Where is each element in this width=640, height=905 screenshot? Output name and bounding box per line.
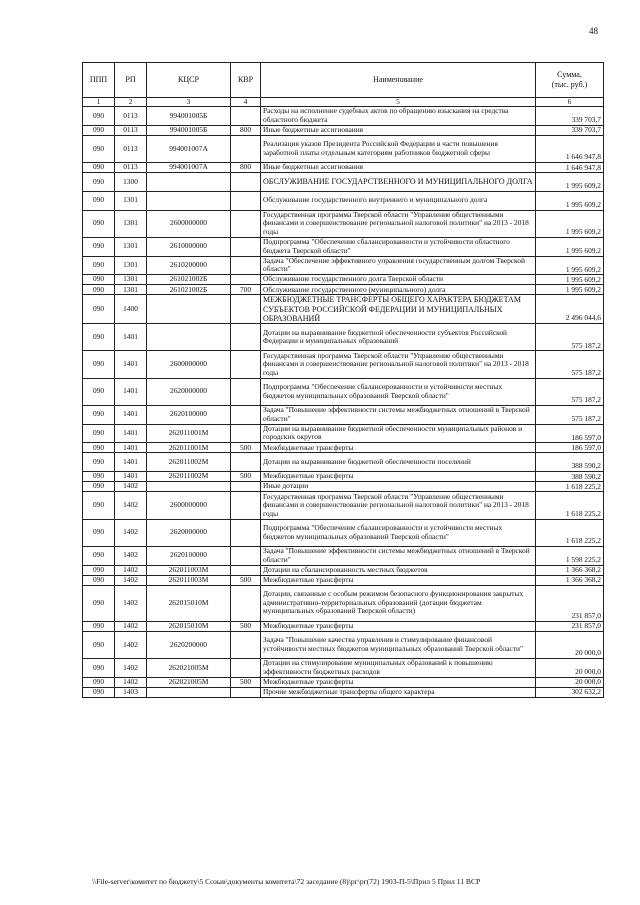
cell-ppp: 090 (83, 492, 115, 519)
cell-kcsr: 262015010М (147, 621, 231, 631)
table-row (83, 519, 604, 546)
cell-name: Межбюджетные трансферты (261, 472, 536, 482)
column-header-kcsr: КЦСР (147, 63, 231, 98)
cell-kcsr: 262015010М (147, 585, 231, 621)
cell-sum: 575 187,2 (536, 324, 604, 351)
table-row (83, 621, 604, 631)
cell-kcsr: 2620000000 (147, 378, 231, 405)
cell-name: Задача "Повышение качества управления и стимулирование финансовой устойчивости местных бюджетов муниципальных образований Тверской области" (261, 631, 536, 658)
cell-ppp: 090 (83, 237, 115, 256)
cell-sum: 1 366 368,2 (536, 565, 604, 575)
cell-ppp: 090 (83, 677, 115, 687)
column-number-row (83, 98, 604, 107)
cell-kcsr: 2620000000 (147, 519, 231, 546)
table-row (83, 453, 604, 472)
cell-kcsr (147, 687, 231, 697)
table-row (83, 295, 604, 324)
cell-kcsr (147, 482, 231, 492)
cell-kvr (231, 191, 261, 210)
cell-sum: 1 995 609,2 (536, 210, 604, 237)
table-row (83, 285, 604, 295)
cell-sum: 1 995 609,2 (536, 173, 604, 192)
cell-ppp: 090 (83, 482, 115, 492)
column-header-sum: Сумма, (тыс. руб.) (536, 63, 604, 98)
cell-name: Дотации на сбалансированность местных бюджетов (261, 565, 536, 575)
table-row (83, 472, 604, 482)
cell-rp: 1402 (115, 677, 147, 687)
cell-name: Задача "Обеспечение эффективного управления государственным долгом Тверской области" (261, 256, 536, 275)
cell-kvr (231, 453, 261, 472)
cell-kvr (231, 546, 261, 565)
cell-name: Обслуживание государственного долга Тверской области (261, 275, 536, 285)
table-row (83, 135, 604, 162)
table-header-row (83, 63, 604, 98)
cell-sum: 388 590,2 (536, 453, 604, 472)
cell-sum: 20 000,0 (536, 677, 604, 687)
cell-kcsr (147, 295, 231, 324)
cell-name: Подпрограмма "Обеспечение сбалансированности и устойчивости областного бюджета Тверской области" (261, 237, 536, 256)
cell-rp: 1402 (115, 585, 147, 621)
column-number: 5 (261, 98, 536, 107)
table-row (83, 324, 604, 351)
cell-kcsr: 994001007А (147, 163, 231, 173)
cell-kcsr: 994001005Б (147, 125, 231, 135)
cell-sum: 1 618 225,2 (536, 492, 604, 519)
cell-ppp: 090 (83, 295, 115, 324)
cell-kvr (231, 237, 261, 256)
cell-kcsr (147, 191, 231, 210)
column-header-rp: РП (115, 63, 147, 98)
cell-kvr (231, 492, 261, 519)
table-row (83, 659, 604, 678)
cell-sum: 575 187,2 (536, 378, 604, 405)
cell-rp: 1301 (115, 191, 147, 210)
cell-ppp: 090 (83, 472, 115, 482)
cell-ppp: 090 (83, 621, 115, 631)
cell-ppp: 090 (83, 405, 115, 424)
cell-name: Обслуживание государственного (муниципального) долга (261, 285, 536, 295)
cell-kvr: 500 (231, 677, 261, 687)
cell-kvr (231, 324, 261, 351)
cell-name: Прочие межбюджетные трансферты общего характера (261, 687, 536, 697)
cell-ppp: 090 (83, 163, 115, 173)
cell-ppp: 090 (83, 107, 115, 126)
cell-name: Задача "Повышение эффективности системы межбюджетных отношений в Тверской области" (261, 405, 536, 424)
cell-rp: 1402 (115, 492, 147, 519)
page-number: 48 (589, 26, 598, 36)
cell-name: Государственная программа Тверской области "Управление общественными финансами и совершенствование региональной налоговой политики" на 2013 - 2018 годы (261, 210, 536, 237)
cell-sum: 1 598 225,2 (536, 546, 604, 565)
cell-kcsr (147, 324, 231, 351)
cell-name: ОБСЛУЖИВАНИЕ ГОСУДАРСТВЕННОГО И МУНИЦИПАЛЬНОГО ДОЛГА (261, 173, 536, 192)
cell-sum: 1 995 609,2 (536, 191, 604, 210)
cell-name: Межбюджетные трансферты (261, 621, 536, 631)
cell-kcsr: 262021005М (147, 659, 231, 678)
cell-sum: 1 995 609,2 (536, 256, 604, 275)
table-row (83, 631, 604, 658)
cell-sum: 1 995 609,2 (536, 275, 604, 285)
cell-kcsr: 2600000000 (147, 351, 231, 378)
cell-sum: 2 496 044,6 (536, 295, 604, 324)
cell-rp: 0113 (115, 125, 147, 135)
cell-ppp: 090 (83, 519, 115, 546)
cell-rp: 1403 (115, 687, 147, 697)
column-number: 3 (147, 98, 231, 107)
cell-ppp: 090 (83, 285, 115, 295)
cell-name: Государственная программа Тверской области "Управление общественными финансами и совершенствование региональной налоговой политики" на 2013 - 2018 годы (261, 351, 536, 378)
cell-name: Дотации на выравнивание бюджетной обеспеченности муниципальных районов и городских округов (261, 424, 536, 443)
cell-kcsr: 2600000000 (147, 210, 231, 237)
cell-kcsr: 2610000000 (147, 237, 231, 256)
cell-ppp: 090 (83, 546, 115, 565)
cell-kcsr: 262011001М (147, 424, 231, 443)
table-row (83, 443, 604, 453)
table-row (83, 546, 604, 565)
cell-sum: 1 995 609,2 (536, 285, 604, 295)
cell-sum: 1 366 368,2 (536, 575, 604, 585)
cell-kcsr: 994001007А (147, 135, 231, 162)
cell-sum: 1 646 947,8 (536, 163, 604, 173)
cell-rp: 1401 (115, 443, 147, 453)
cell-rp: 1402 (115, 575, 147, 585)
cell-name: Реализация указов Президента Российской Федерации в части повышения заработной платы отдельным категориям работников бюджетной сферы (261, 135, 536, 162)
table-row (83, 575, 604, 585)
cell-ppp: 090 (83, 324, 115, 351)
cell-rp: 0113 (115, 135, 147, 162)
column-header-ppp: ППП (83, 63, 115, 98)
cell-rp: 1402 (115, 482, 147, 492)
table-row (83, 256, 604, 275)
cell-kvr (231, 135, 261, 162)
cell-kcsr: 2610200000 (147, 256, 231, 275)
cell-sum: 339 703,7 (536, 107, 604, 126)
table-body (83, 107, 604, 698)
cell-kcsr: 262011002М (147, 472, 231, 482)
cell-kvr (231, 631, 261, 658)
cell-name: Иные бюджетные ассигнования (261, 163, 536, 173)
cell-kvr (231, 210, 261, 237)
cell-name: Межбюджетные трансферты (261, 443, 536, 453)
cell-rp: 1402 (115, 519, 147, 546)
cell-name: Задача "Повышение эффективности системы межбюджетных отношений в Тверской области" (261, 546, 536, 565)
cell-kvr: 500 (231, 621, 261, 631)
cell-rp: 0113 (115, 163, 147, 173)
table-row (83, 173, 604, 192)
cell-sum: 1 995 609,2 (536, 237, 604, 256)
table-row (83, 565, 604, 575)
column-number: 4 (231, 98, 261, 107)
cell-sum: 231 857,0 (536, 585, 604, 621)
cell-sum: 575 187,2 (536, 405, 604, 424)
cell-rp: 1402 (115, 631, 147, 658)
cell-kvr (231, 482, 261, 492)
cell-kvr (231, 275, 261, 285)
cell-ppp: 090 (83, 443, 115, 453)
cell-kcsr: 261021002Б (147, 275, 231, 285)
cell-name: Государственная программа Тверской области "Управление общественными финансами и совершенствование региональной налоговой политики" на 2013 - 2018 годы (261, 492, 536, 519)
cell-kvr: 500 (231, 472, 261, 482)
cell-name: Дотации на выравнивание бюджетной обеспеченности поселений (261, 453, 536, 472)
cell-rp: 1301 (115, 285, 147, 295)
cell-kvr: 800 (231, 163, 261, 173)
cell-kcsr: 262011003М (147, 575, 231, 585)
cell-sum: 575 187,2 (536, 351, 604, 378)
cell-ppp: 090 (83, 173, 115, 192)
cell-kcsr: 2620100000 (147, 546, 231, 565)
footer-file-path: \\File-server\комитет по бюджету\5 Созыв\документы комитета\72 заседание (8)\рг\рг(72) 1903-П-5\Прил 5 Прил 11 ВСР (92, 877, 481, 886)
cell-name: МЕЖБЮДЖЕТНЫЕ ТРАНСФЕРТЫ ОБЩЕГО ХАРАКТЕРА БЮДЖЕТАМ СУБЪЕКТОВ РОССИЙСКОЙ ФЕДЕРАЦИИ И МУНИЦИПАЛЬНЫХ ОБРАЗОВАНИЙ (261, 295, 536, 324)
cell-kvr (231, 295, 261, 324)
cell-rp: 1301 (115, 275, 147, 285)
cell-kvr (231, 687, 261, 697)
cell-kvr (231, 173, 261, 192)
cell-rp: 1402 (115, 546, 147, 565)
cell-kvr (231, 351, 261, 378)
cell-name: Обслуживание государственного внутреннего и муниципального долга (261, 191, 536, 210)
cell-sum: 231 857,0 (536, 621, 604, 631)
cell-rp: 1402 (115, 565, 147, 575)
table-row (83, 210, 604, 237)
cell-kvr (231, 565, 261, 575)
cell-kvr: 800 (231, 125, 261, 135)
cell-ppp: 090 (83, 424, 115, 443)
cell-ppp: 090 (83, 191, 115, 210)
cell-ppp: 090 (83, 210, 115, 237)
cell-ppp: 090 (83, 659, 115, 678)
cell-rp: 1300 (115, 173, 147, 192)
cell-sum: 388 590,2 (536, 472, 604, 482)
column-number: 1 (83, 98, 115, 107)
cell-sum: 20 000,0 (536, 631, 604, 658)
cell-kvr (231, 256, 261, 275)
cell-kcsr: 262011002М (147, 453, 231, 472)
cell-kvr (231, 585, 261, 621)
cell-name: Дотации на стимулирование муниципальных образований к повышению эффективности бюджетных расходов (261, 659, 536, 678)
cell-rp: 1401 (115, 378, 147, 405)
cell-rp: 1301 (115, 256, 147, 275)
cell-sum: 186 597,0 (536, 443, 604, 453)
cell-kvr: 500 (231, 443, 261, 453)
cell-kcsr (147, 173, 231, 192)
cell-kvr (231, 378, 261, 405)
cell-name: Расходы на исполнение судебных актов по обращению взыскания на средства областного бюджета (261, 107, 536, 126)
cell-name: Иные дотации (261, 482, 536, 492)
cell-rp: 1402 (115, 659, 147, 678)
cell-rp: 1401 (115, 424, 147, 443)
cell-ppp: 090 (83, 631, 115, 658)
cell-sum: 1 618 225,2 (536, 519, 604, 546)
column-number: 2 (115, 98, 147, 107)
cell-name: Межбюджетные трансферты (261, 575, 536, 585)
cell-kcsr: 262021005М (147, 677, 231, 687)
table-row (83, 125, 604, 135)
cell-rp: 1301 (115, 237, 147, 256)
cell-rp: 1301 (115, 210, 147, 237)
cell-kcsr: 2620100000 (147, 405, 231, 424)
cell-ppp: 090 (83, 575, 115, 585)
cell-kcsr: 262011001М (147, 443, 231, 453)
table-row (83, 107, 604, 126)
table-row (83, 424, 604, 443)
cell-sum: 339 703,7 (536, 125, 604, 135)
cell-sum: 1 646 947,8 (536, 135, 604, 162)
cell-name: Подпрограмма "Обеспечение сбалансированности и устойчивости местных бюджетов муниципальных образований Тверской области" (261, 519, 536, 546)
table-row (83, 585, 604, 621)
cell-sum: 186 597,0 (536, 424, 604, 443)
cell-kvr (231, 659, 261, 678)
cell-name: Подпрограмма "Обеспечение сбалансированности и устойчивости местных бюджетов муниципальных образований Тверской области" (261, 378, 536, 405)
cell-ppp: 090 (83, 351, 115, 378)
cell-kcsr: 2600000000 (147, 492, 231, 519)
cell-sum: 20 000,0 (536, 659, 604, 678)
cell-kvr (231, 519, 261, 546)
cell-ppp: 090 (83, 135, 115, 162)
cell-ppp: 090 (83, 585, 115, 621)
column-header-kvr: КВР (231, 63, 261, 98)
column-number: 6 (536, 98, 604, 107)
cell-kcsr: 262011003М (147, 565, 231, 575)
cell-kvr: 700 (231, 285, 261, 295)
cell-rp: 1401 (115, 472, 147, 482)
cell-name: Межбюджетные трансферты (261, 677, 536, 687)
cell-rp: 1401 (115, 324, 147, 351)
cell-ppp: 090 (83, 378, 115, 405)
cell-kvr (231, 424, 261, 443)
table-row (83, 492, 604, 519)
cell-rp: 1401 (115, 351, 147, 378)
cell-rp: 1402 (115, 621, 147, 631)
table-row (83, 687, 604, 697)
cell-rp: 1401 (115, 405, 147, 424)
cell-rp: 0113 (115, 107, 147, 126)
cell-ppp: 090 (83, 275, 115, 285)
column-header-name: Наименование (261, 63, 536, 98)
cell-name: Дотации на выравнивание бюджетной обеспеченности субъектов Российской Федерации и муниципальных образований (261, 324, 536, 351)
cell-kcsr: 2620200000 (147, 631, 231, 658)
table-row (83, 191, 604, 210)
cell-ppp: 090 (83, 125, 115, 135)
cell-name: Дотации, связанные с особым режимом безопасного функционирования закрытых административно-территориальных образований (дотации бюджетам муниципальных образований Тверской области) (261, 585, 536, 621)
cell-sum: 1 618 225,2 (536, 482, 604, 492)
cell-kcsr: 994001005Б (147, 107, 231, 126)
table-row (83, 482, 604, 492)
cell-sum: 302 632,2 (536, 687, 604, 697)
cell-kvr: 500 (231, 575, 261, 585)
table-row (83, 351, 604, 378)
cell-kvr (231, 107, 261, 126)
cell-ppp: 090 (83, 687, 115, 697)
table-row (83, 405, 604, 424)
cell-rp: 1401 (115, 453, 147, 472)
table-row (83, 275, 604, 285)
cell-ppp: 090 (83, 565, 115, 575)
cell-kvr (231, 405, 261, 424)
table-row (83, 378, 604, 405)
budget-table (82, 62, 604, 698)
table-row (83, 677, 604, 687)
cell-rp: 1400 (115, 295, 147, 324)
cell-name: Иные бюджетные ассигнования (261, 125, 536, 135)
cell-ppp: 090 (83, 453, 115, 472)
cell-ppp: 090 (83, 256, 115, 275)
table-row (83, 163, 604, 173)
cell-kcsr: 261021002Б (147, 285, 231, 295)
table-row (83, 237, 604, 256)
